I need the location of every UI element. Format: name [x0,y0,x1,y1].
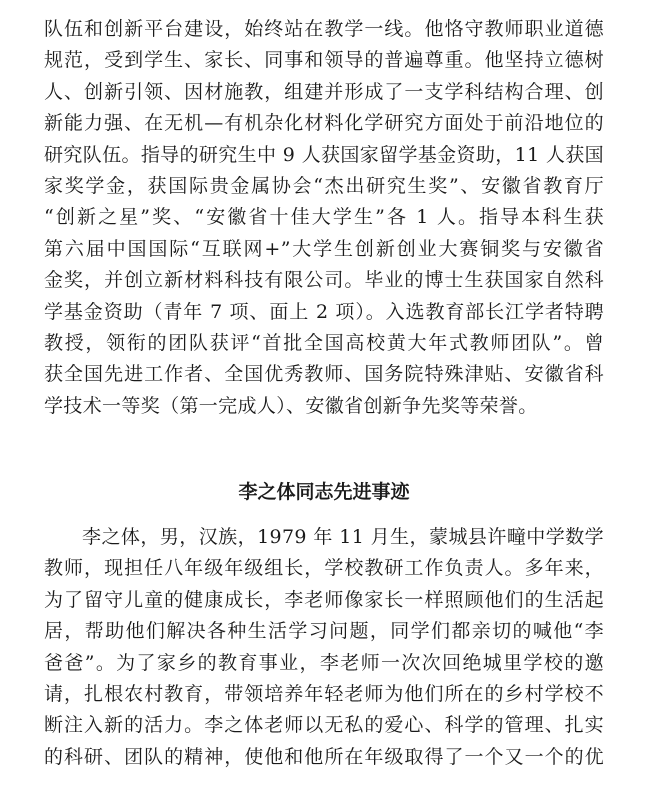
paragraph-1-line: 规范，受到学生、家长、同事和领导的普遍尊重。他坚持立德树 [44,49,604,72]
paragraph-2-line: 断注入新的活力。李之体老师以无私的爱心、科学的管理、扎实 [44,714,604,737]
paragraph-1-line: 获全国先进工作者、全国优秀教师、国务院特殊津贴、安徽省科 [44,363,604,386]
document-page [44,14,604,768]
paragraph-1-line: 教授，领衔的团队获评“首批全国高校黄大年式教师团队”。曾 [44,332,604,355]
paragraph-1-line: 金奖，并创立新材料科技有限公司。毕业的博士生获国家自然科 [44,269,604,292]
paragraph-2-line: 请，扎根农村教育，带领培养年轻老师为他们所在的乡村学校不 [44,683,604,706]
paragraph-2-line: 教师，现担任八年级年级组长，学校教研工作负责人。多年来， [44,557,604,580]
paragraph-2-line: 为了留守儿童的健康成长，李老师像家长一样照顾他们的生活起 [44,588,604,611]
paragraph-1-line: 家奖学金，获国际贵金属协会“杰出研究生奖”、安徽省教育厅 [44,175,604,198]
paragraph-1-line: 学技术一等奖（第一完成人）、安徽省创新争先奖等荣誉。 [44,394,538,417]
paragraph-2-line: 爸爸”。为了家乡的教育事业，李老师一次次回绝城里学校的邀 [44,651,604,674]
paragraph-2 [44,522,604,773]
paragraph-1-line: 学基金资助（青年 7 项、面上 2 项）。入选教育部长江学者特聘 [44,300,604,323]
paragraph-2-line: 李之体，男，汉族，1979 年 11 月生，蒙城县许疃中学数学 [82,526,604,548]
paragraph-1-line: 第六届中国国际“互联网+”大学生创新创业大赛铜奖与安徽省 [44,237,604,260]
paragraph-1-line: 新能力强、在无机—有机杂化材料化学研究方面处于前沿地位的 [44,112,604,135]
paragraph-1-line: “创新之星”奖、“安徽省十佳大学生”各 1 人。指导本科生获 [44,206,604,229]
paragraph-1-line: 人、创新引领、因材施教，组建并形成了一支学科结构合理、创 [44,80,604,103]
section-title: 李之体同志先进事迹 [238,481,410,503]
paragraph-2-line: 居，帮助他们解决各种生活学习问题，同学们都亲切的喊他“李 [44,620,604,643]
paragraph-2-line: 的科研、团队的精神，使他和他所在年级取得了一个又一个的优 [44,745,604,768]
paragraph-1-line: 队伍和创新平台建设，始终站在教学一线。他恪守教师职业道德 [44,18,604,40]
paragraph-1 [44,14,604,422]
paragraph-1-line: 研究队伍。指导的研究生中 9 人获国家留学基金资助，11 人获国 [44,143,604,166]
